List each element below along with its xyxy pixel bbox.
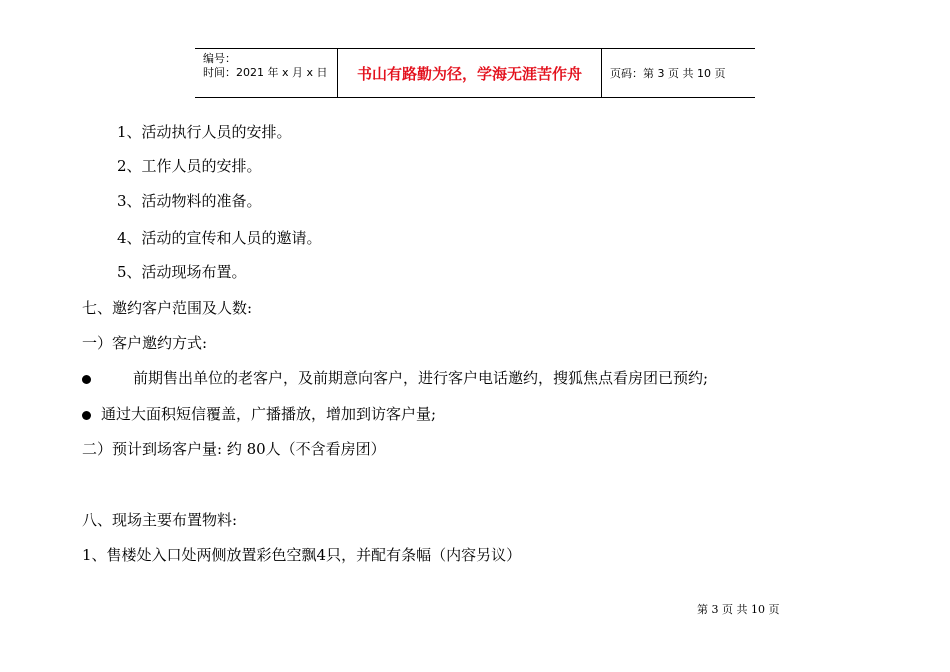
- list-item-2: 2、工作人员的安排。: [117, 157, 262, 175]
- list-item-5: 5、活动现场布置。: [117, 263, 247, 281]
- bullet-item-2-text: 通过大面积短信覆盖，广播播放，增加到访客户量;: [101, 405, 437, 423]
- bullet-item-1-text: 前期售出单位的老客户，及前期意向客户，进行客户电话邀约，搜狐焦点看房团已预约;: [133, 369, 709, 387]
- page-header: [195, 48, 755, 98]
- list-item-3: 3、活动物料的准备。: [117, 192, 262, 210]
- header-page-code: 页码：第 3 页 共 10 页: [610, 67, 726, 80]
- list-item-4: 4、活动的宣传和人员的邀请。: [117, 229, 322, 247]
- bullet-item-2: [82, 404, 436, 424]
- header-number-label: 编号：: [203, 52, 236, 65]
- list-item-1: 1、活动执行人员的安排。: [117, 123, 292, 141]
- section-8-heading: 八、现场主要布置物料:: [82, 511, 238, 529]
- subsection-2-heading: 二）预计到场客户量: 约 80人（不含看房团）: [82, 440, 386, 458]
- subsection-1-heading: 一）客户邀约方式:: [82, 334, 208, 352]
- bullet-item-1: [82, 368, 708, 388]
- bullet-icon: [82, 375, 91, 384]
- bullet-icon: [82, 411, 91, 420]
- header-time-label: 时间：2021 年 x 月 x 日: [203, 66, 328, 79]
- page-footer: 第 3 页 共 10 页: [697, 603, 780, 616]
- section-8-item-1: 1、售楼处入口处两侧放置彩色空飘4只，并配有条幅（内容另议）: [82, 546, 522, 564]
- section-7-heading: 七、邀约客户范围及人数:: [82, 299, 253, 317]
- header-meta-cell: [195, 49, 338, 97]
- header-motto: 书山有路勤为径，学海无涯苦作舟: [338, 49, 602, 97]
